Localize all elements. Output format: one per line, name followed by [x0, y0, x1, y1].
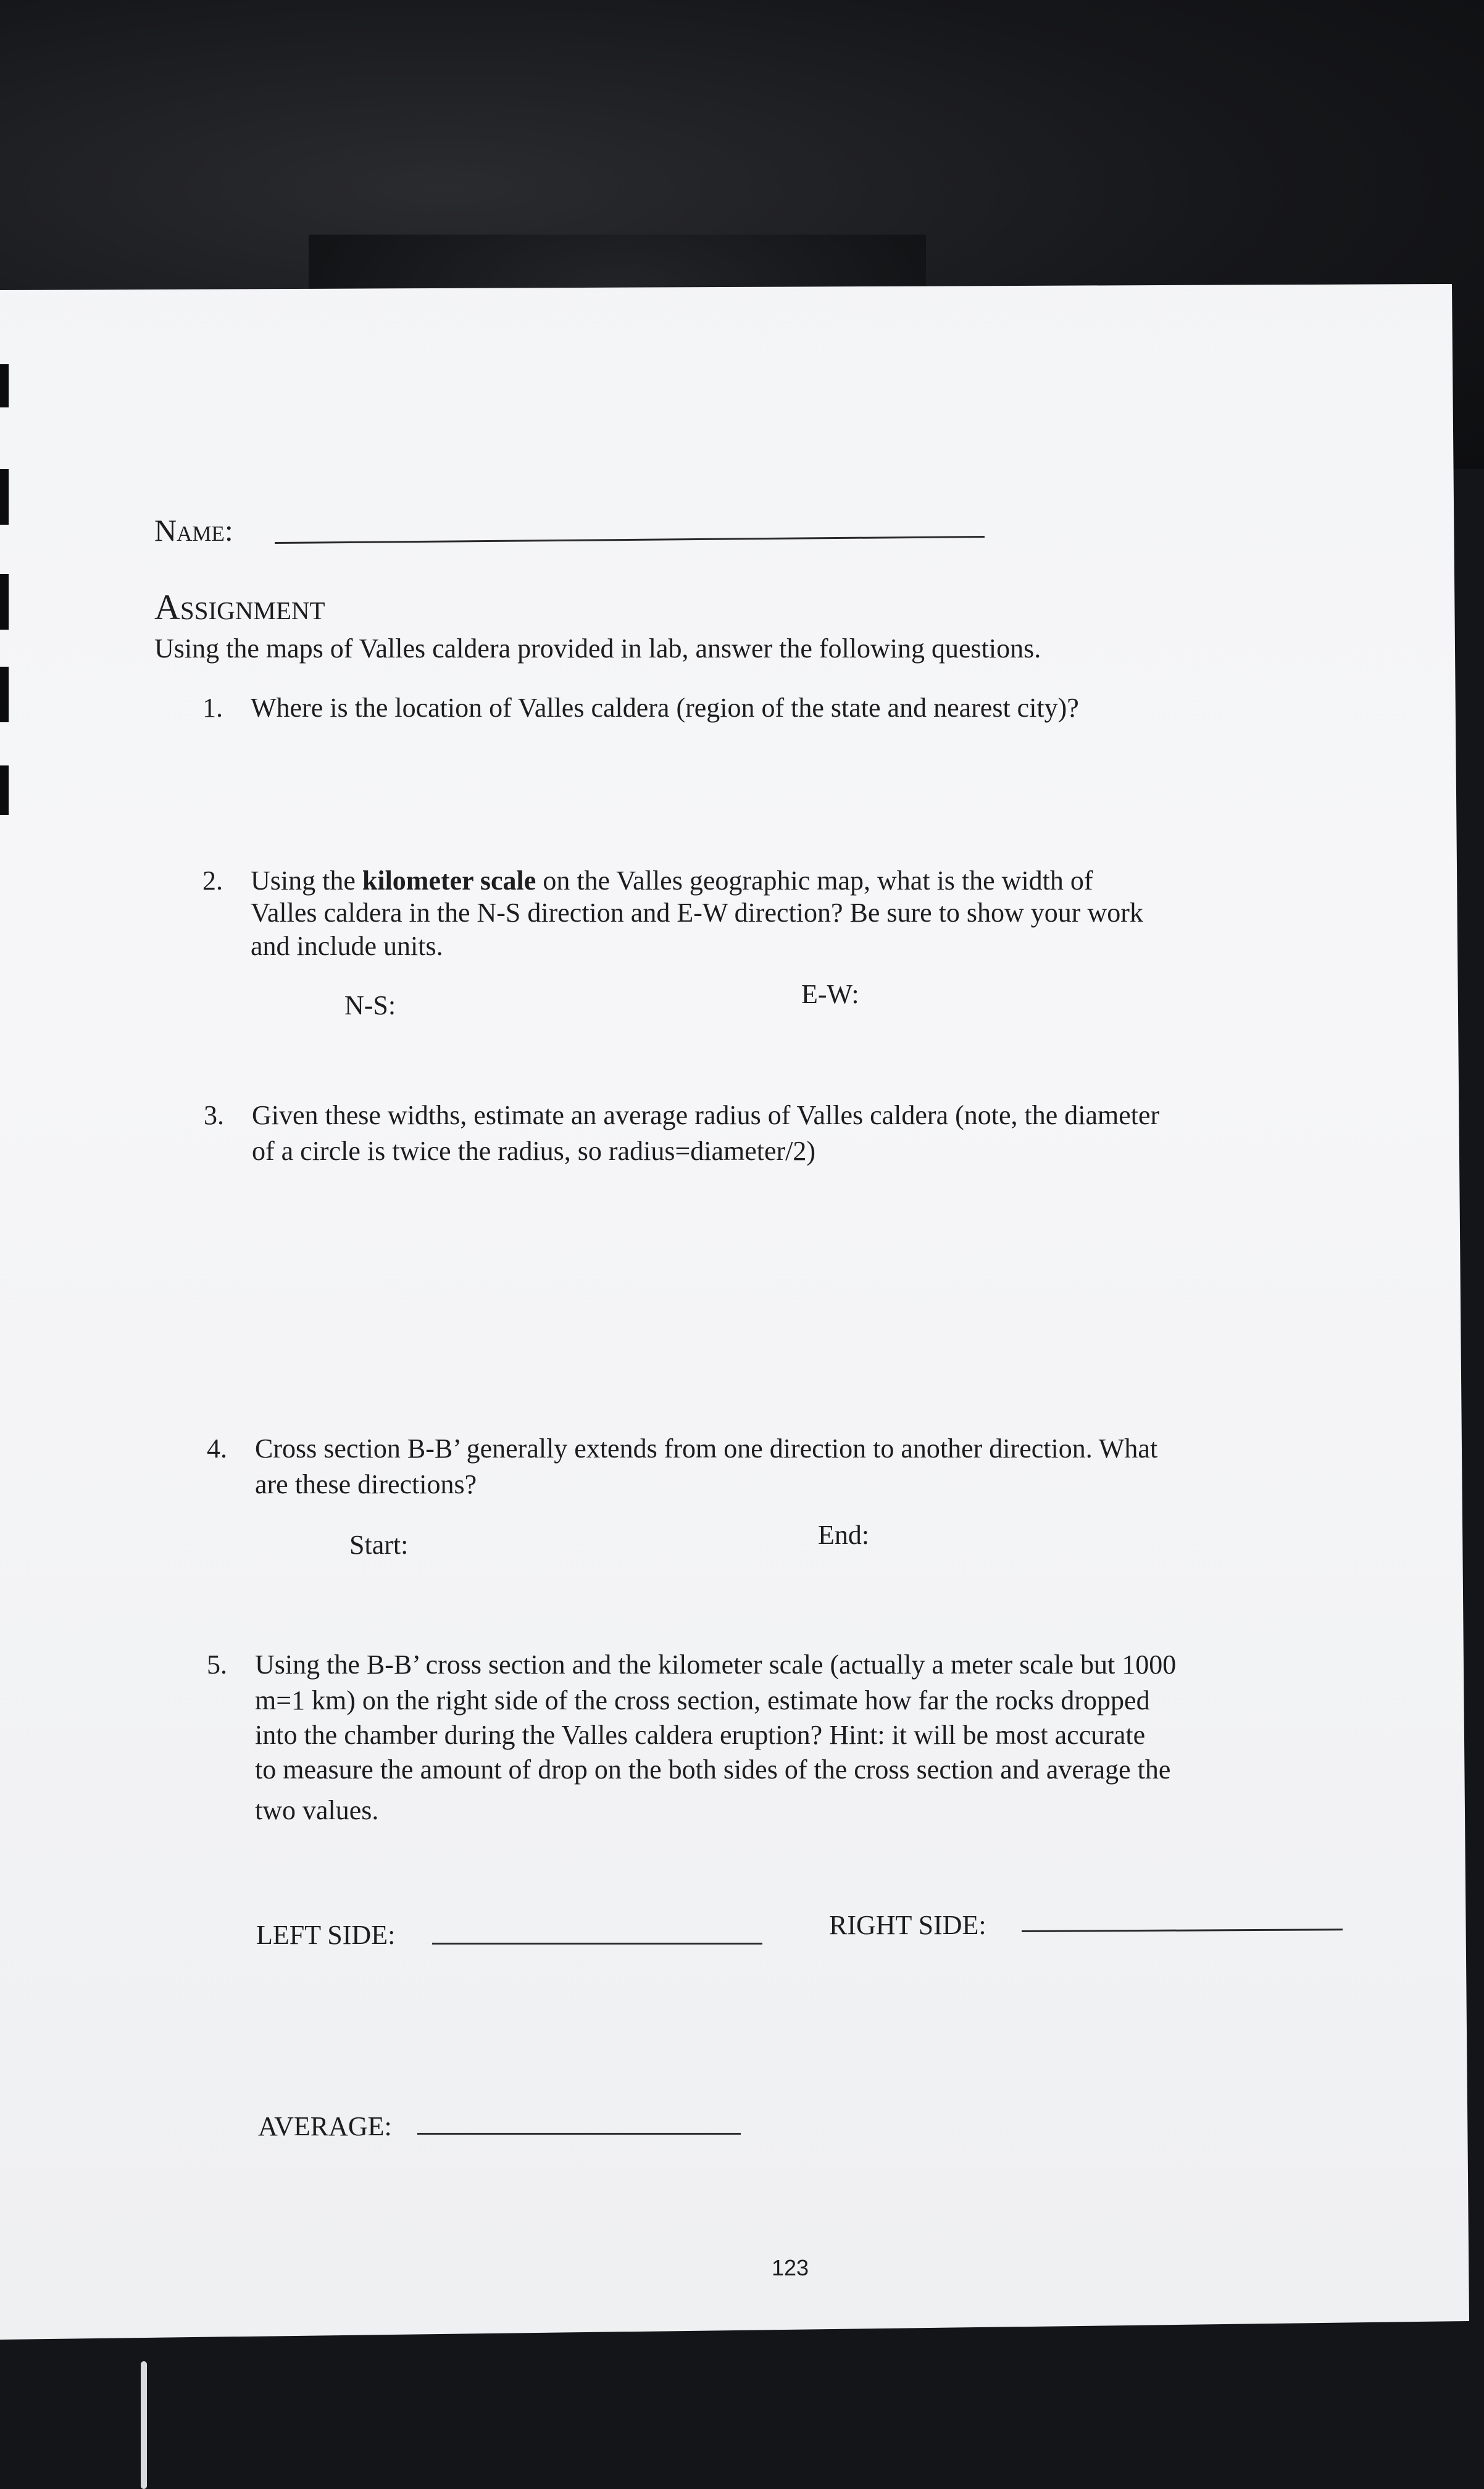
question-4-line-2: are these directions? — [255, 1469, 477, 1499]
question-text: Using the — [251, 865, 362, 896]
question-2-line-2: Valles caldera in the N-S direction and E-W direction? Be sure to show your work — [251, 898, 1143, 928]
question-number: 3. — [204, 1100, 224, 1130]
question-2-line-3: and include units. — [251, 931, 443, 961]
question-3-line-2: of a circle is twice the radius, so radius=diameter/2) — [252, 1136, 816, 1166]
question-3 — [204, 1098, 1159, 1133]
end-direction-label: End: — [818, 1520, 870, 1550]
right-side-answer-line[interactable] — [1022, 1928, 1343, 1932]
question-1 — [202, 690, 1079, 726]
question-5-line-3: into the chamber during the Valles caldera eruption? Hint: it will be most accurate — [255, 1720, 1146, 1750]
question-text: Using the B-B’ cross section and the kilometer scale (actually a meter scale but 1000 — [255, 1649, 1177, 1680]
assignment-intro: Using the maps of Valles caldera provided in lab, answer the following questions. — [154, 633, 1041, 664]
name-answer-line[interactable] — [275, 536, 985, 544]
question-5-line-2: m=1 km) on the right side of the cross section, estimate how far the rocks dropped — [255, 1685, 1150, 1716]
question-4 — [207, 1431, 1157, 1467]
average-answer-line[interactable] — [417, 2133, 741, 2135]
average-label: AVERAGE: — [258, 2111, 392, 2141]
question-number: 5. — [207, 1649, 227, 1680]
question-text: on the Valles geographic map, what is the width of — [536, 865, 1093, 896]
question-number: 1. — [202, 693, 223, 723]
question-5 — [207, 1647, 1176, 1683]
start-direction-label: Start: — [349, 1530, 409, 1560]
assignment-title: Assignment — [154, 587, 325, 627]
left-side-label: LEFT SIDE: — [256, 1920, 396, 1950]
question-5-line-4: to measure the amount of drop on the both sides of the cross section and average the — [255, 1754, 1171, 1785]
name-label: Name: — [154, 513, 233, 548]
kilometer-scale-emphasis: kilometer scale — [362, 865, 536, 896]
ns-width-label: N-S: — [344, 990, 396, 1020]
question-text: Given these widths, estimate an average radius of Valles caldera (note, the diameter — [252, 1100, 1160, 1130]
question-5-line-5: two values. — [255, 1795, 379, 1825]
question-text: Where is the location of Valles caldera (region of the state and nearest city)? — [251, 693, 1079, 723]
question-2 — [202, 863, 1093, 899]
question-number: 2. — [202, 865, 223, 896]
ew-width-label: E-W: — [801, 979, 859, 1009]
right-side-label: RIGHT SIDE: — [829, 1910, 986, 1940]
question-number: 4. — [207, 1433, 227, 1464]
question-text: Cross section B-B’ generally extends from one direction to another direction. What — [255, 1433, 1158, 1464]
page-number: 123 — [772, 2255, 809, 2280]
left-side-answer-line[interactable] — [432, 1943, 762, 1945]
